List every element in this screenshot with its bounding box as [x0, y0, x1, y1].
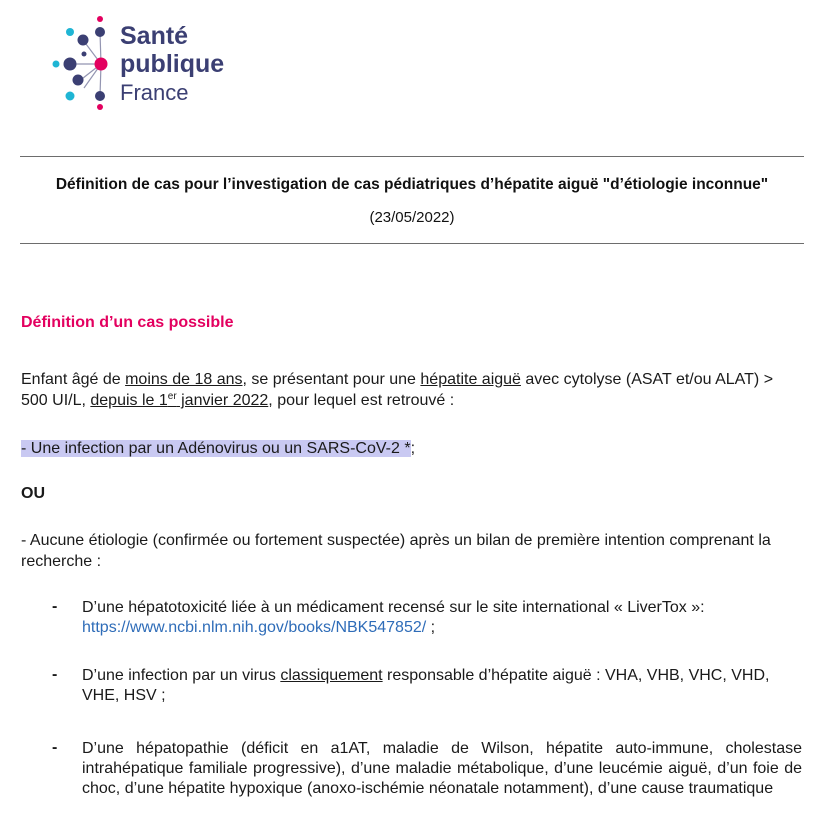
- date-criterion: depuis le 1er janvier 2022: [90, 391, 269, 409]
- or-label: OU: [21, 485, 45, 502]
- list-item: D’une hépatotoxicité liée à un médicament recensé sur le site international « LiverTox »: https://www.ncbi.nlm.nih.gov/books/NBK547852/ ;: [82, 599, 705, 636]
- list-item: D’une hépatopathie (déficit en a1AT, maladie de Wilson, hépatite auto-immune, cholestase intrahépatique familiale progressive), d’une maladie métabolique, d’une leucémie aiguë, d’un foie de choc, d’une hépatite hypoxique (anoxo-ischémie néonatale notamment), d’une cause traumatique: [82, 740, 802, 797]
- underlined-word: classiquement: [280, 667, 383, 684]
- hepatitis-criterion: hépatite aiguë: [420, 371, 521, 388]
- option-1-paragraph: - Une infection par un Adénovirus ou un SARS-CoV-2 *;: [21, 440, 416, 457]
- highlighted-text: - Une infection par un Adénovirus ou un SARS-CoV-2 *: [21, 440, 411, 457]
- livertox-link[interactable]: https://www.ncbi.nlm.nih.gov/books/NBK547852/: [82, 619, 427, 636]
- logo-line-3: France: [120, 80, 189, 105]
- document-date: (23/05/2022): [369, 209, 455, 226]
- document-title: Définition de cas pour l’investigation de cas pédiatriques d’hépatite aiguë "d’étiologie inconnue": [55, 176, 769, 193]
- bullet-marker-1: -: [52, 598, 58, 615]
- bullet-marker-2: -: [52, 666, 58, 683]
- header-bottom-rule: [20, 243, 804, 244]
- intro-paragraph: Enfant âgé de moins de 18 ans, se présentant pour une hépatite aiguë avec cytolyse (ASAT et/ou ALAT) > 500 UI/L, depuis le 1er janvier 2022, pour lequel est retrouvé :: [21, 371, 774, 409]
- sante-publique-france-logo: [48, 14, 238, 114]
- header-top-rule: [20, 156, 804, 157]
- age-criterion: moins de 18 ans: [125, 371, 243, 388]
- bullet-marker-3: -: [52, 739, 58, 756]
- logo-line-1: Santé: [120, 22, 189, 50]
- section-heading: Définition d’un cas possible: [21, 314, 234, 331]
- option-2-paragraph: - Aucune étiologie (confirmée ou fortement suspectée) après un bilan de première intention comprenant la recherche :: [21, 532, 771, 570]
- logo-molecule-icon: [48, 14, 128, 114]
- logo-line-2: publique: [120, 50, 225, 78]
- list-item: D’une infection par un virus classiquement responsable d’hépatite aiguë : VHA, VHB, VHC, VHD, VHE, HSV ;: [82, 667, 770, 704]
